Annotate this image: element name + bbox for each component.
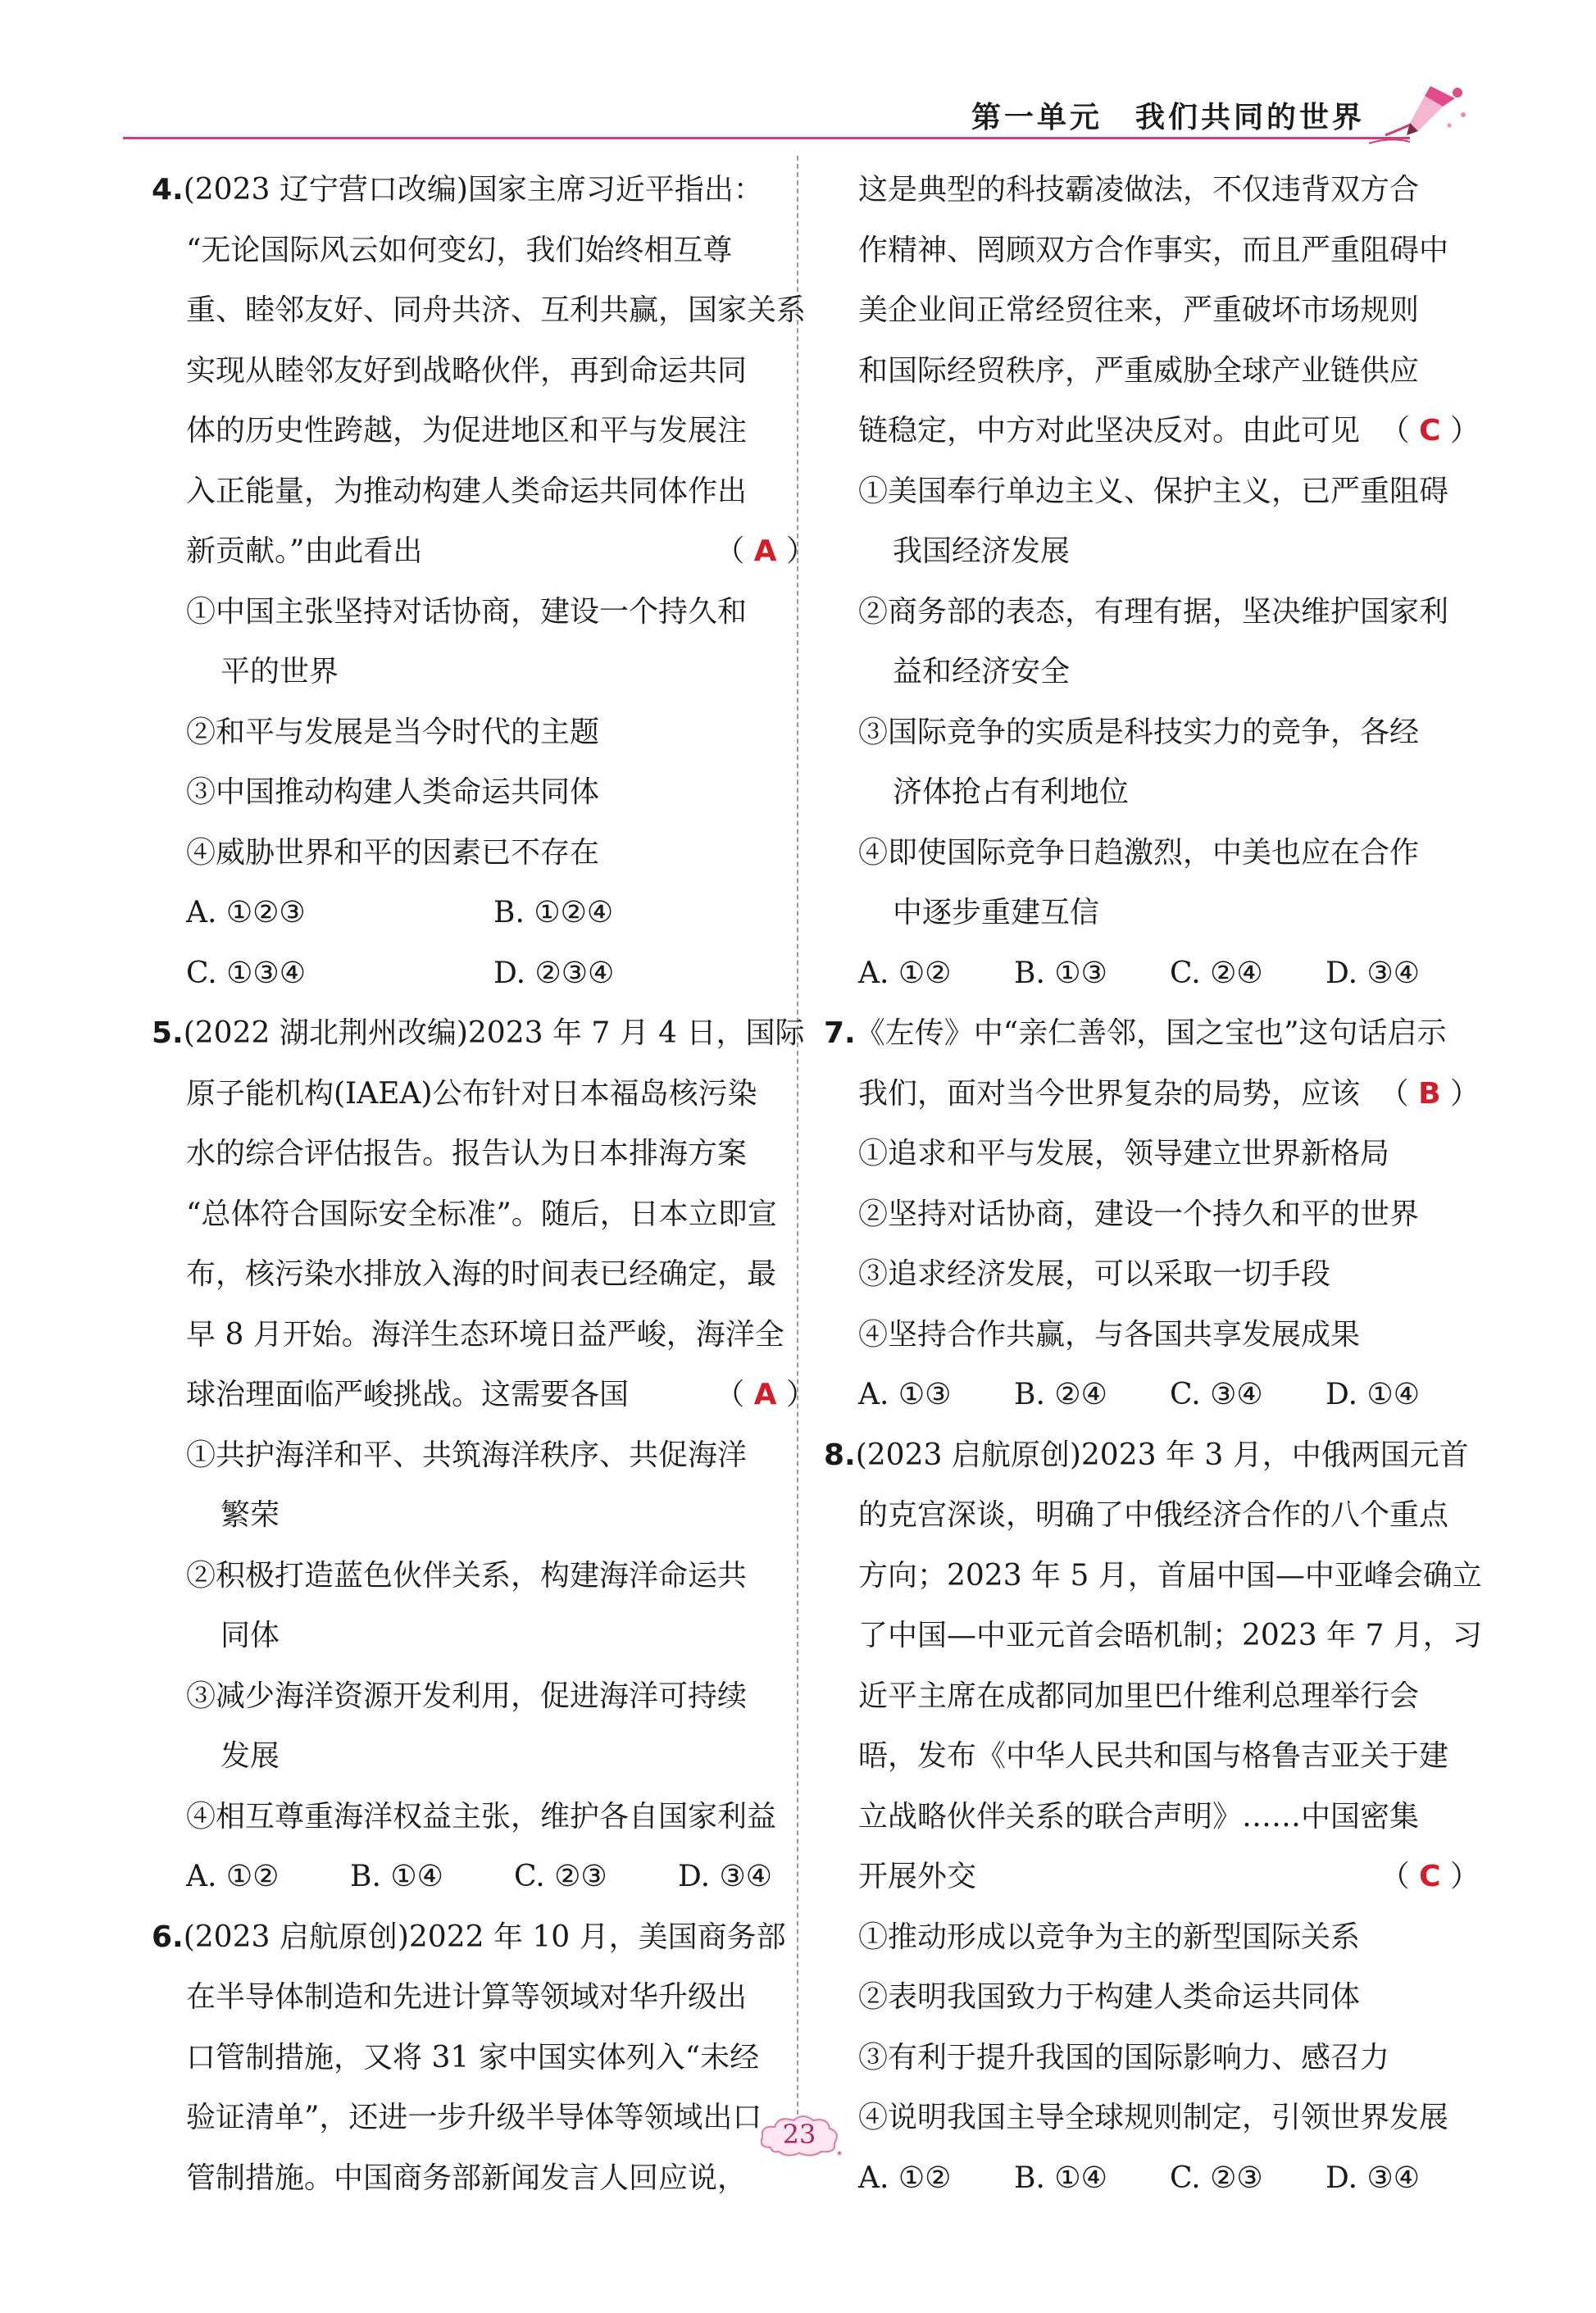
answer-bracket: （ B ） xyxy=(1379,1076,1480,1111)
stem-line: 晤，发布《中华人民共和国与格鲁吉亚关于建 xyxy=(858,1739,1449,1773)
choice-d: D. ③④ xyxy=(678,1860,773,1893)
choice-c: C. ③④ xyxy=(1170,1378,1263,1411)
question-8 xyxy=(824,1425,1480,2209)
option-line: ①中国主张坚持对话协商，建设一个持久和 xyxy=(186,594,748,629)
choice-d: D. ③④ xyxy=(1325,956,1421,990)
question-5 xyxy=(152,1003,816,1907)
option-line: ④威胁世界和平的因素已不存在 xyxy=(186,835,600,870)
option-line: 益和经济安全 xyxy=(893,655,1071,688)
choice-a: A. ①② xyxy=(858,2161,952,2195)
stem-line: 立战略伙伴关系的联合声明》……中国密集 xyxy=(858,1799,1420,1834)
pencil-decoration-icon xyxy=(1353,78,1476,152)
option-line: ③国际竞争的实质是科技实力的竞争，各经 xyxy=(858,715,1420,749)
stem-line: 布，核污染水排放入海的时间表已经确定，最 xyxy=(186,1257,777,1291)
stem-line: (2023 启航原创)2023 年 3 月，中俄两国元首 xyxy=(855,1438,1469,1472)
option-line: ②坚持对话协商，建设一个持久和平的世界 xyxy=(858,1197,1420,1231)
question-6 xyxy=(152,1907,816,2209)
question-number: 4. xyxy=(152,173,184,207)
question-number: 8. xyxy=(824,1438,856,1472)
option-line: 繁荣 xyxy=(221,1498,280,1532)
option-line: ③有利于提升我国的国际影响力、感召力 xyxy=(858,2040,1390,2074)
choice-a: A. ①②③ xyxy=(186,896,306,929)
stem-line: 近平主席在成都同加里巴什维利总理举行会 xyxy=(858,1679,1420,1713)
stem-line: “总体符合国际安全标准”。随后，日本立即宣 xyxy=(186,1197,777,1231)
stem-line: 这是典型的科技霸凌做法，不仅违背双方合 xyxy=(858,173,1420,207)
stem-line: 实现从睦邻友好到战略伙伴，再到命运共同 xyxy=(186,353,748,388)
stem-line: “无论国际风云如何变幻，我们始终相互尊 xyxy=(186,233,733,267)
answer-bracket: （ A ） xyxy=(715,534,816,568)
stem-line: 开展外交 xyxy=(858,1860,977,1893)
option-line: ①共护海洋和平、共筑海洋秩序、共促海洋 xyxy=(186,1438,748,1472)
answer-letter: A xyxy=(753,534,777,568)
left-column xyxy=(152,160,816,2208)
stem-line: 新贡献。”由此看出 xyxy=(186,534,423,568)
option-line: ①追求和平与发展，领导建立世界新格局 xyxy=(858,1137,1390,1170)
choice-d: D. ③④ xyxy=(1325,2161,1421,2195)
option-line: ④相互尊重海洋权益主张，维护各自国家利益 xyxy=(186,1799,777,1834)
question-4 xyxy=(152,160,816,1003)
right-column xyxy=(824,160,1480,2208)
option-line: ②商务部的表态，有理有据，坚决维护国家利 xyxy=(858,594,1449,629)
stem-line: 方向；2023 年 5 月，首届中国—中亚峰会确立 xyxy=(858,1558,1482,1593)
choice-a: A. ①② xyxy=(858,956,952,990)
stem-line: 了中国—中亚元首会晤机制；2023 年 7 月，习 xyxy=(858,1619,1482,1652)
answer-letter: C xyxy=(1419,414,1441,448)
answer-bracket: （ A ） xyxy=(715,1378,816,1411)
stem-line: (2023 启航原创)2022 年 10 月，美国商务部 xyxy=(183,1920,786,1954)
stem-line: 体的历史性跨越，为促进地区和平与发展注 xyxy=(186,414,748,448)
stem-line: 早 8 月开始。海洋生态环境日益严峻，海洋全 xyxy=(186,1317,784,1352)
page-number-badge xyxy=(754,2111,844,2160)
option-line: ①推动形成以竞争为主的新型国际关系 xyxy=(858,1920,1361,1954)
page-header xyxy=(123,78,1476,152)
stem-line: 重、睦邻友好、同舟共济、互利共赢，国家关系 xyxy=(186,293,807,327)
option-line: ③减少海洋资源开发利用，促进海洋可持续 xyxy=(186,1679,748,1713)
stem-line: 《左传》中“亲仁善邻，国之宝也”这句话启示 xyxy=(855,1016,1447,1050)
page-number: 23 xyxy=(782,2119,816,2150)
stem-line: (2023 辽宁营口改编)国家主席习近平指出： xyxy=(183,173,763,207)
question-6-continued xyxy=(824,160,1480,1003)
header-rule xyxy=(123,137,1410,139)
option-line: 我国经济发展 xyxy=(893,534,1071,568)
choice-a: A. ①③ xyxy=(858,1378,952,1411)
stem-line: 管制措施。中国商务部新闻发言人回应说， xyxy=(186,2161,748,2195)
question-number: 7. xyxy=(824,1016,856,1050)
choice-c: C. ①③④ xyxy=(186,956,306,990)
stem-line: 验证清单”，还进一步升级半导体等领域出口 xyxy=(186,2101,762,2134)
question-7 xyxy=(824,1003,1480,1425)
option-line: ④坚持合作共赢，与各国共享发展成果 xyxy=(858,1317,1361,1352)
choice-d: D. ①④ xyxy=(1325,1378,1421,1411)
stem-line: 和国际经贸秩序，严重威胁全球产业链供应 xyxy=(858,353,1420,388)
option-line: ②积极打造蓝色伙伴关系，构建海洋命运共 xyxy=(186,1558,748,1593)
choice-b: B. ①④ xyxy=(350,1860,443,1893)
answer-letter: B xyxy=(1418,1076,1441,1111)
stem-line: 链稳定，中方对此坚决反对。由此可见 xyxy=(858,414,1361,448)
option-line: ③中国推动构建人类命运共同体 xyxy=(186,775,600,809)
stem-line: 口管制措施，又将 31 家中国实体列入“未经 xyxy=(186,2040,760,2074)
choice-d: D. ②③④ xyxy=(493,956,615,990)
stem-line: 我们，面对当今世界复杂的局势，应该 xyxy=(858,1076,1361,1111)
option-line: 中逐步重建互信 xyxy=(893,896,1100,929)
stem-line: 作精神、罔顾双方合作事实，而且严重阻碍中 xyxy=(858,233,1449,267)
choice-b: B. ①③ xyxy=(1014,956,1107,990)
choice-c: C. ②③ xyxy=(514,1860,607,1893)
option-line: 发展 xyxy=(221,1739,280,1773)
answer-letter: A xyxy=(753,1378,777,1411)
question-number: 5. xyxy=(152,1016,184,1050)
choice-b: B. ①②④ xyxy=(493,896,614,929)
option-line: ②和平与发展是当今时代的主题 xyxy=(186,715,600,749)
stem-line: 的克宫深谈，明确了中俄经济合作的八个重点 xyxy=(858,1498,1449,1532)
question-number: 6. xyxy=(152,1920,184,1954)
choice-b: B. ①④ xyxy=(1014,2161,1107,2195)
answer-bracket: （ C ） xyxy=(1380,1860,1480,1893)
option-line: ④即使国际竞争日趋激烈，中美也应在合作 xyxy=(858,835,1420,870)
option-line: ③追求经济发展，可以采取一切手段 xyxy=(858,1257,1331,1291)
stem-line: 水的综合评估报告。报告认为日本排海方案 xyxy=(186,1137,748,1170)
stem-line: 美企业间正常经贸往来，严重破坏市场规则 xyxy=(858,293,1420,327)
option-line: ④说明我国主导全球规则制定，引领世界发展 xyxy=(858,2101,1449,2134)
stem-line: 入正能量，为推动构建人类命运共同体作出 xyxy=(186,474,748,508)
stem-line: 原子能机构(IAEA)公布针对日本福岛核污染 xyxy=(186,1076,757,1111)
choice-a: A. ①② xyxy=(186,1860,280,1893)
option-line: ①美国奉行单边主义、保护主义，已严重阻碍 xyxy=(858,474,1449,508)
unit-title: 第一单元 我们共同的世界 xyxy=(971,100,1365,134)
answer-letter: C xyxy=(1419,1860,1441,1893)
choice-c: C. ②③ xyxy=(1170,2161,1263,2195)
answer-bracket: （ C ） xyxy=(1380,414,1480,448)
option-line: 同体 xyxy=(221,1619,280,1652)
option-line: 济体抢占有利地位 xyxy=(893,775,1130,809)
option-line: ②表明我国致力于构建人类命运共同体 xyxy=(858,1980,1361,2014)
option-line: 平的世界 xyxy=(221,655,339,688)
stem-line: 在半导体制造和先进计算等领域对华升级出 xyxy=(186,1980,748,2014)
stem-line: (2022 湖北荆州改编)2023 年 7 月 4 日，国际 xyxy=(183,1016,805,1050)
stem-line: 球治理面临严峻挑战。这需要各国 xyxy=(186,1378,630,1411)
choice-b: B. ②④ xyxy=(1014,1378,1107,1411)
choice-c: C. ②④ xyxy=(1170,956,1263,990)
